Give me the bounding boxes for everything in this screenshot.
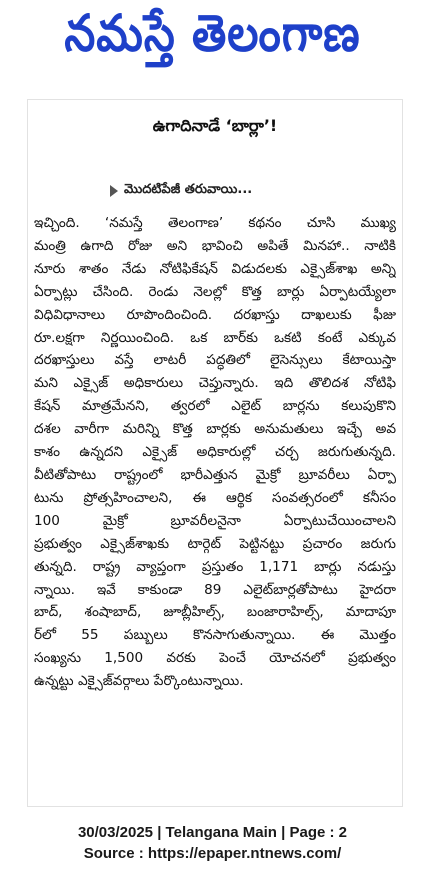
continuation-label: మొదటిపేజీ తరువాయి... (124, 182, 253, 197)
article-body-line: రూ.లక్షగా నిర్ణయించింది. ఒక బార్‌కు ఒకటి కంటే ఎక్కువ (34, 329, 396, 346)
article-body-line: బాద్, శంషాబాద్, జూబ్లీహిల్స్, బంజారాహిల్స్, మాదాపూ (34, 604, 396, 621)
newspaper-logo: నమస్తే తెలంగాణ (64, 4, 361, 63)
continuation-marker (110, 182, 252, 200)
article-body-line: టును ప్రోత్సహించాలని, ఈ ఆర్థిక సంవత్సరంలో కనీసం (34, 489, 396, 506)
article-body-line: కాశం ఉన్నదని ఎక్సైజ్ అధికారుల్లో చర్చ జరుగుతున్నది. (34, 444, 396, 461)
play-arrow-icon (110, 185, 118, 197)
article-body-line: ఇచ్చింది. ‘నమస్తే తెలంగాణ’ కథనం చూసి ముఖ్య (34, 215, 396, 231)
article-body-line: కేషన్ మాత్రమేనని, త్వరలో ఎలైట్ బార్లను కలుపుకొని (34, 398, 396, 415)
footer-date-edition: 30/03/2025 | Telangana Main | Page : 2 (77, 824, 348, 841)
article-body-line: దరఖాస్తులు వస్తే లాటరీ పద్ధతిలో లైసెన్సులు కేటాయిస్తా (34, 352, 396, 369)
article-body-line: మంత్రి ఉగాది రోజు అని భావించి అపితే మినహా.. నాటికి (34, 237, 396, 254)
article-body-line: తున్నది. రాష్ట్ర వ్యాప్తంగా ప్రస్తుతం 1,171 బార్లు నడుస్తు (34, 558, 396, 575)
article-body-line: దశల వారీగా మరిన్ని కొత్త బార్లకు అనుమతులు ఇచ్చే అవ (34, 421, 396, 438)
article-body-line: విధివిధానాలు రూపొందించింది. దరఖాస్తు దాఖలుకు ఫీజు (34, 306, 396, 323)
article-clipping (28, 100, 402, 806)
article-body-line: ఏర్పాట్లు చేసింది. రెండు నెలల్లో కొత్త బార్లు ఏర్పాటయ్యేలా (34, 283, 396, 300)
footer (0, 822, 425, 864)
article-body-line: 100 మైక్రో బ్రూవరీలనైనా ఏర్పాటుచేయించాలని (34, 512, 396, 529)
article-body-line: ప్రభుత్వం ఎక్సైజ్‌శాఖకు టార్గెట్ పెట్టినట్టు ప్రచారం జరుగు (34, 535, 396, 552)
article-body-line: సంఖ్యను 1,500 వరకు పెంచే యోచనలో ప్రభుత్వం (34, 650, 396, 667)
masthead (0, 0, 425, 80)
article-body-line: నూరు శాతం నేడు నోటిఫికేషన్ విడుదలకు ఎక్సైజ్‌శాఖ అన్ని (34, 260, 396, 277)
article-body-line: మని ఎక్సైజ్ అధికారులు చెప్తున్నారు. ఇది తొలిదశ నోటిఫి (34, 375, 396, 392)
article-headline: ఉగాదినాడే ‘బార్లా’! (152, 116, 278, 135)
article-body-line: ర్‌లో 55 పబ్బులు కొనసాగుతున్నాయి. ఈ మొత్తం (34, 627, 396, 644)
article-body-line: న్నాయి. ఇవే కాకుండా 89 ఎలైట్‌బార్లతోపాటు హైదరా (34, 581, 396, 598)
article-body (34, 212, 396, 693)
article-body-line: వీటితోపాటు రాష్ట్రంలో భారీఎత్తున మైక్రో బ్రూవరీలు ఏర్పా (34, 466, 396, 483)
article-body-line: ఉన్నట్టు ఎక్సైజ్‌వర్గాలు పేర్కొంటున్నాయి. (34, 673, 244, 690)
footer-source: Source : https://epaper.ntnews.com/ (83, 845, 342, 862)
